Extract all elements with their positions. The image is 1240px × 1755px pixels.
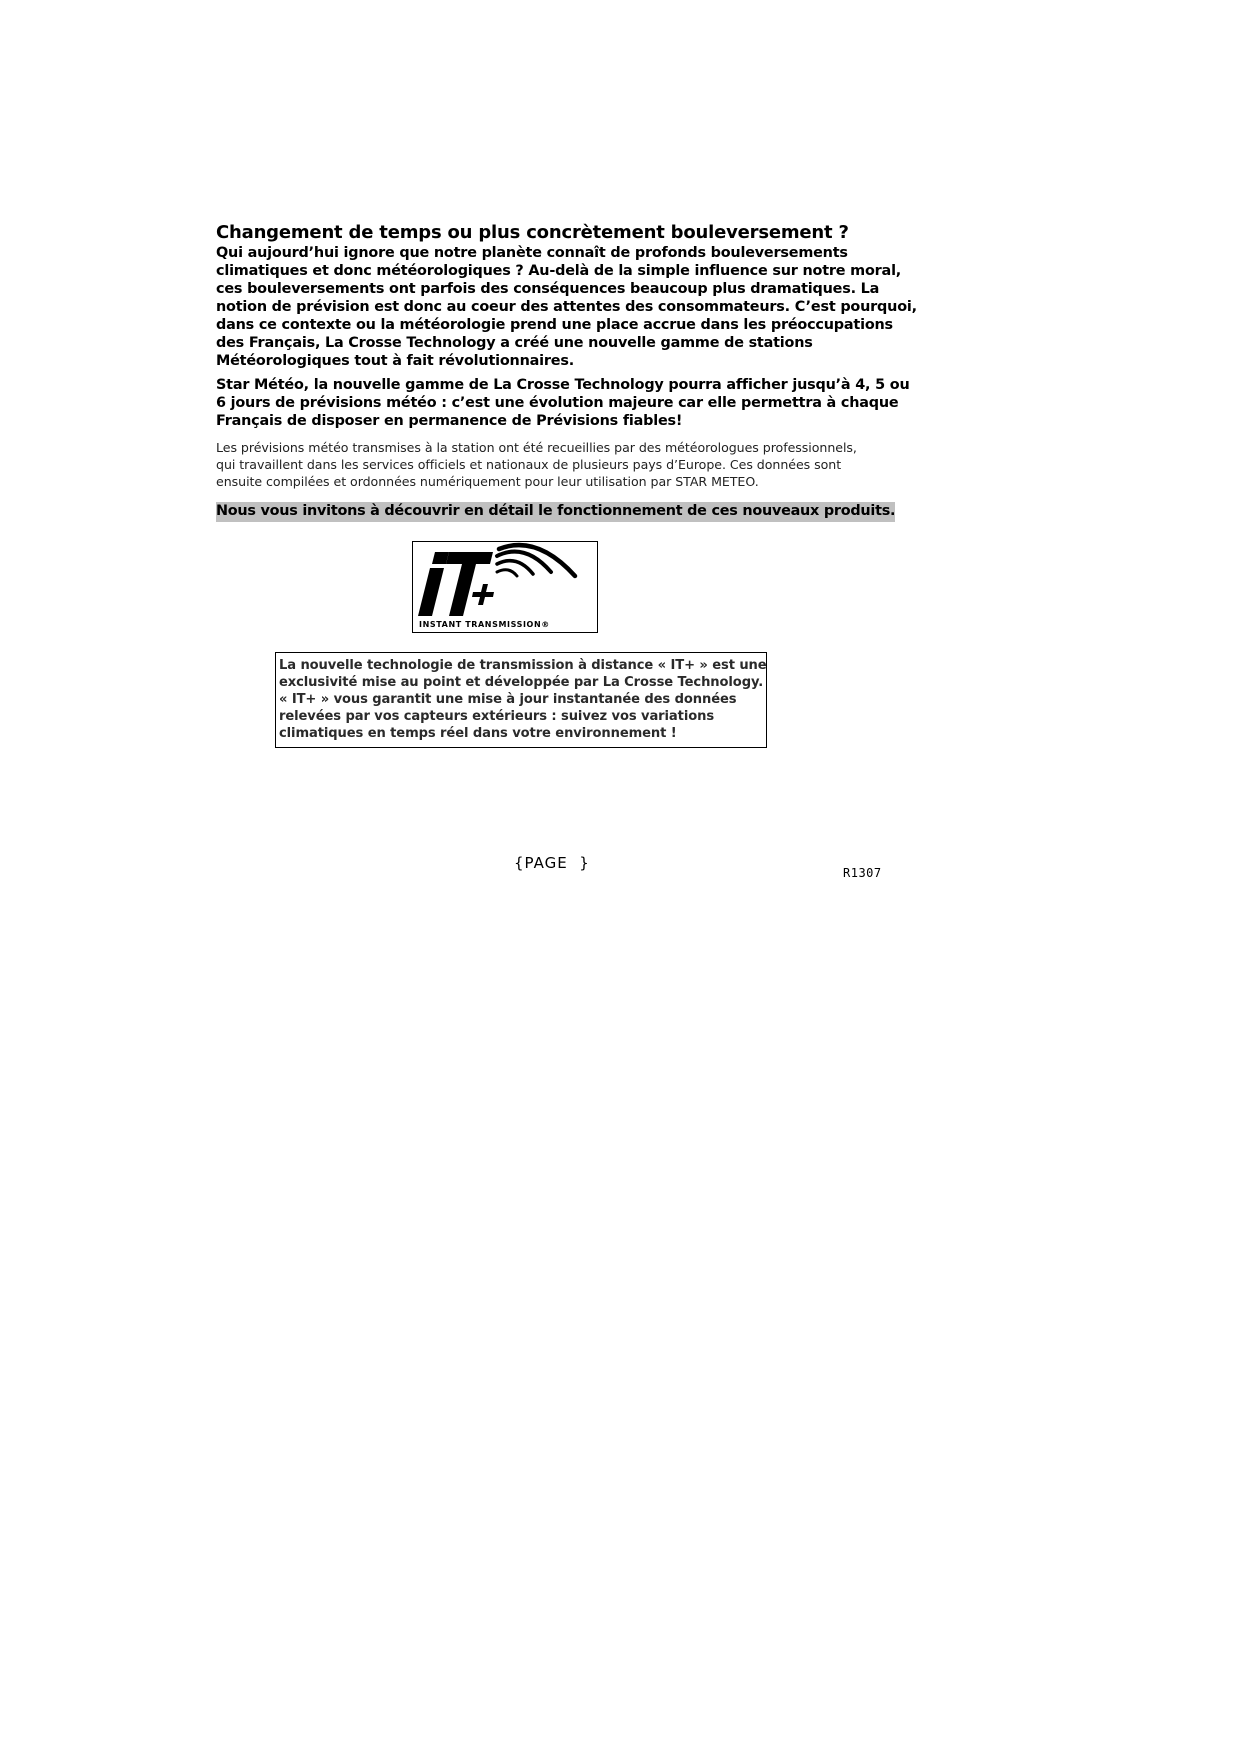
intro-line: Qui aujourd’hui ignore que notre planète connaît de profonds bouleversements	[216, 245, 848, 261]
intro-line: notion de prévision est donc au coeur des attentes des consommateurs. C’est pourquoi,	[216, 299, 917, 315]
intro-line: ces bouleversements ont parfois des conséquences beaucoup plus dramatiques. La	[216, 281, 880, 297]
logo-t-stem	[449, 564, 476, 616]
info-line: La nouvelle technologie de transmission à distance « IT+ » est une	[279, 658, 767, 673]
document-title: Changement de temps ou plus concrètement bouleversement ?	[216, 222, 849, 243]
star-meteo-line: Français de disposer en permanence de Prévisions fiables!	[216, 413, 683, 429]
star-meteo-line: 6 jours de prévisions météo : c’est une évolution majeure car elle permettra à chaque	[216, 395, 899, 411]
page-number-field: {PAGE }	[514, 854, 590, 872]
it-plus-logo	[412, 541, 598, 633]
info-line: climatiques en temps réel dans votre environnement !	[279, 726, 677, 741]
logo-plus	[472, 584, 494, 605]
forecast-line: ensuite compilées et ordonnées numériquement pour leur utilisation par STAR METEO.	[216, 474, 759, 489]
signal-waves-icon	[497, 545, 575, 576]
forecast-paragraph	[216, 439, 892, 490]
star-meteo-line: Star Météo, la nouvelle gamme de La Crosse Technology pourra afficher jusqu’à 4, 5 ou	[216, 377, 910, 393]
logo-t-bar	[446, 552, 493, 564]
star-meteo-paragraph	[216, 376, 910, 430]
intro-line: Météorologiques tout à fait révolutionnaires.	[216, 353, 574, 369]
info-line: « IT+ » vous garantit une mise à jour instantanée des données	[279, 692, 737, 707]
logo-tagline: INSTANT TRANSMISSION®	[419, 620, 550, 629]
forecast-line: Les prévisions météo transmises à la station ont été recueillies par des météorologues professionnels,	[216, 440, 857, 455]
intro-paragraph	[216, 244, 917, 370]
logo-i-stem	[418, 568, 444, 616]
info-line: relevées par vos capteurs extérieurs : suivez vos variations	[279, 709, 715, 724]
intro-line: des Français, La Crosse Technology a créé une nouvelle gamme de stations	[216, 335, 813, 351]
intro-line: climatiques et donc météorologiques ? Au-delà de la simple influence sur notre moral,	[216, 263, 902, 279]
it-plus-info-box	[275, 652, 767, 748]
forecast-line: qui travaillent dans les services officiels et nationaux de plusieurs pays d’Europe. Ces données sont	[216, 457, 842, 472]
info-line: exclusivité mise au point et développée par La Crosse Technology.	[279, 675, 764, 690]
intro-line: dans ce contexte ou la météorologie prend une place accrue dans les préoccupations	[216, 317, 893, 333]
invitation-highlight: Nous vous invitons à découvrir en détail le fonctionnement de ces nouveaux produits.	[216, 502, 895, 522]
document-reference-code: R1307	[843, 866, 882, 880]
